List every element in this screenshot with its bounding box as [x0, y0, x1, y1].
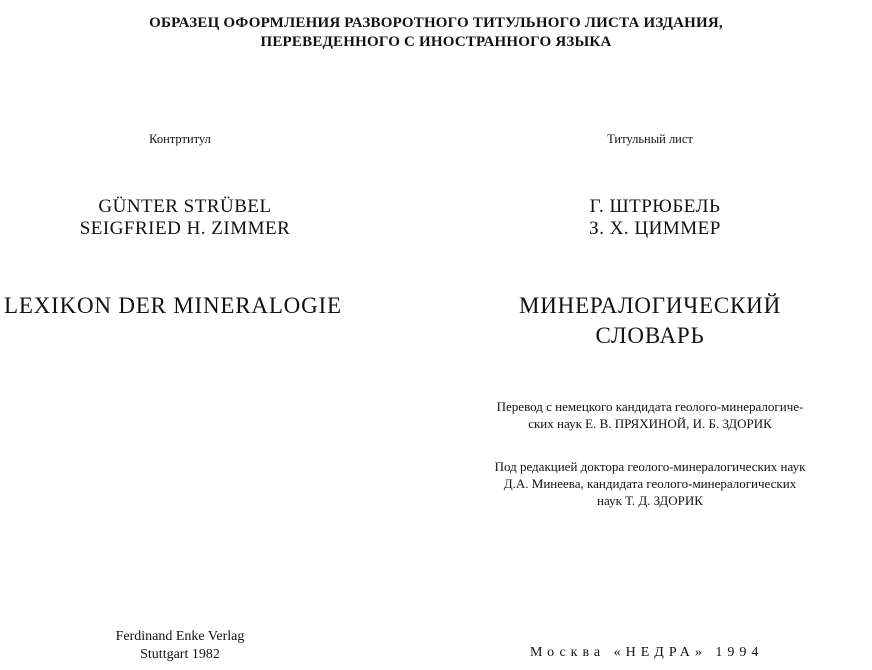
title-page-label: Титульный лист — [607, 132, 693, 146]
left-place-year: Stuttgart 1982 — [140, 647, 220, 662]
left-author-2: SEIGFRIED H. ZIMMER — [79, 218, 291, 239]
right-book-title — [500, 291, 800, 351]
left-authors — [40, 196, 330, 240]
left-imprint — [80, 628, 280, 664]
heading-line-2: ПЕРЕВЕДЕННОГО С ИНОСТРАННОГО ЯЗЫКА — [260, 34, 612, 50]
page-heading — [0, 14, 872, 52]
left-publisher: Ferdinand Enke Verlag — [115, 629, 245, 644]
counter-title-label: Контртитул — [149, 132, 211, 146]
right-title-line-1: МИНЕРАЛОГИЧЕСКИЙ — [519, 293, 781, 318]
right-authors — [520, 196, 790, 240]
editor-line-3: наук Т. Д. ЗДОРИК — [597, 493, 703, 508]
left-book-title: LEXIKON DER MINERALOGIE — [4, 293, 342, 318]
heading-line-1: ОБРАЗЕЦ ОФОРМЛЕНИЯ РАЗВОРОТНОГО ТИТУЛЬНОГО ЛИСТА ИЗДАНИЯ, — [149, 15, 723, 31]
translation-line-2: ских наук Е. В. ПРЯХИНОЙ, И. Б. ЗДОРИК — [528, 416, 772, 431]
editor-line-2: Д.А. Минеева, кандидата геолого-минералогических — [503, 476, 797, 491]
left-author-1: GÜNTER STRÜBEL — [98, 196, 272, 217]
right-author-1: Г. ШТРЮБЕЛЬ — [589, 196, 721, 217]
right-title-line-2: СЛОВАРЬ — [595, 323, 705, 348]
right-author-2: З. Х. ЦИММЕР — [589, 218, 721, 239]
translation-line-1: Перевод с немецкого кандидата геолого-минералогиче- — [496, 399, 804, 414]
translation-credit — [430, 398, 870, 432]
right-imprint: Москва «НЕДРА» 1994 — [530, 645, 764, 660]
editor-credit — [430, 458, 870, 509]
editor-line-1: Под редакцией доктора геолого-минералогических наук — [494, 459, 806, 474]
